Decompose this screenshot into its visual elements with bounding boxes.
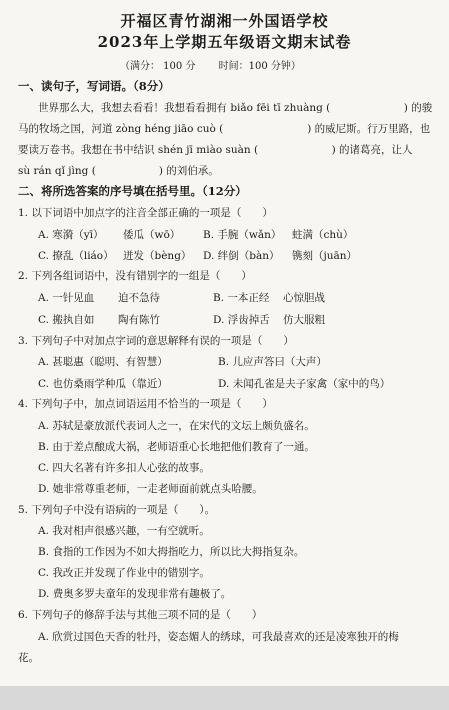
q3-option-a: A. 甚聪惠（聪明、有智慧） (38, 356, 168, 368)
q1-option-d: D. 绊倒（bàn） (203, 250, 280, 262)
section-1-line: 马的牧场之国，河道 zòng héng jiāo cuò ( ) 的威尼斯。行万里路，也 (18, 123, 431, 135)
q6-option-a-line2: 花。 (18, 652, 39, 664)
q2-option-b-word2: 心惊胆战 (283, 292, 325, 304)
question-5-stem: 5. 下列句子中没有语病的一项是（ ）。 (18, 504, 216, 516)
bottom-margin (0, 686, 449, 710)
q1-option-a: A. 寒漪（yī） (38, 229, 104, 241)
section-2-heading: 二、将所选答案的序号填在括号里。（12分） (18, 184, 247, 198)
question-4-stem: 4. 下列句子中，加点词语运用不恰当的一项是（ ） (18, 398, 273, 410)
question-1-stem: 1. 以下词语中加点字的注音全部正确的一项是（ ） (18, 207, 273, 219)
q3-option-d: D. 未闻孔雀是夫子家禽（家中的鸟） (218, 378, 391, 390)
q2-option-a: A. 一针见血 (38, 292, 95, 304)
q2-option-d: D. 浮齿掉舌 (213, 314, 270, 326)
exam-title-school: 开福区青竹湖湘一外国语学校 (120, 12, 329, 30)
q1-option-b: B. 手腕（wǎn） (203, 229, 282, 241)
section-1-line: sù rán qǐ jìng ( ) 的刘伯承。 (18, 165, 219, 177)
question-2-stem: 2. 下列各组词语中，没有错别字的一组是（ ） (18, 270, 252, 282)
q5-option-c: C. 我改正并发现了作业中的错别字。 (38, 567, 210, 579)
question-3-stem: 3. 下列句子中对加点字词的意思解释有误的一项是（ ） (18, 335, 294, 347)
exam-title-term: 2023年上学期五年级语文期末试卷 (97, 33, 352, 51)
q1-option-d-word2: 镌刻（juān） (292, 250, 358, 262)
q5-option-d: D. 费奥多罗夫童年的发现非常有趣极了。 (38, 588, 232, 600)
q2-option-c-word2: 陶有陈竹 (118, 314, 160, 326)
section-1-line: 要读万卷书。我想在书中结识 shén jī miào suàn ( ) 的诸葛亮，让人 (18, 144, 413, 156)
q2-option-c: C. 搬执自如 (38, 314, 95, 326)
section-1-line: 世界那么大，我想去看看！我想看看拥有 biǎo fēi tī zhuàng ( ) 的骏 (38, 102, 433, 114)
q4-option-b: B. 由于差点酿成大祸，老师语重心长地把他们教育了一通。 (38, 441, 315, 453)
q3-option-b: B. 儿应声答曰（大声） (218, 356, 327, 368)
q1-option-c-word2: 迸发（bèng） (123, 250, 192, 262)
q6-option-a-line1: A. 欣赏过国色天香的牡丹，姿态媚人的绣球，可我最喜欢的还是凌寒独开的梅 (38, 631, 399, 643)
score-time-info: （满分： 100 分 时间：100 分钟） (120, 61, 301, 72)
q1-option-a-word2: 倭瓜（wō） (123, 229, 181, 241)
q2-option-b: B. 一本正经 (213, 292, 270, 304)
q4-option-d: D. 她非常尊重老师，一走老师面前就点头哈腰。 (38, 483, 263, 495)
q3-option-c: C. 也仿桑雨学种瓜（靠近） (38, 378, 168, 390)
q1-option-c: C. 撩乱（liáo） (38, 250, 114, 262)
q5-option-a: A. 我对相声很感兴趣，一有空就听。 (38, 525, 210, 537)
q4-option-a: A. 苏轼是豪放派代表词人之一，在宋代的文坛上颇负盛名。 (38, 420, 315, 432)
q4-option-c: C. 四大名著有许多扣人心弦的故事。 (38, 462, 210, 474)
q1-option-b-word2: 蛀满（chù） (292, 229, 354, 241)
q5-option-b: B. 食指的工作因为不如大拇指吃力，所以比大拇指复杂。 (38, 546, 305, 558)
question-6-stem: 6. 下列句子的修辞手法与其他三项不同的是（ ） (18, 609, 263, 621)
q2-option-d-word2: 仿大服粗 (283, 314, 325, 326)
q2-option-a-word2: 迫不急待 (118, 292, 160, 304)
section-1-heading: 一、读句子，写词语。（8分） (18, 79, 170, 93)
